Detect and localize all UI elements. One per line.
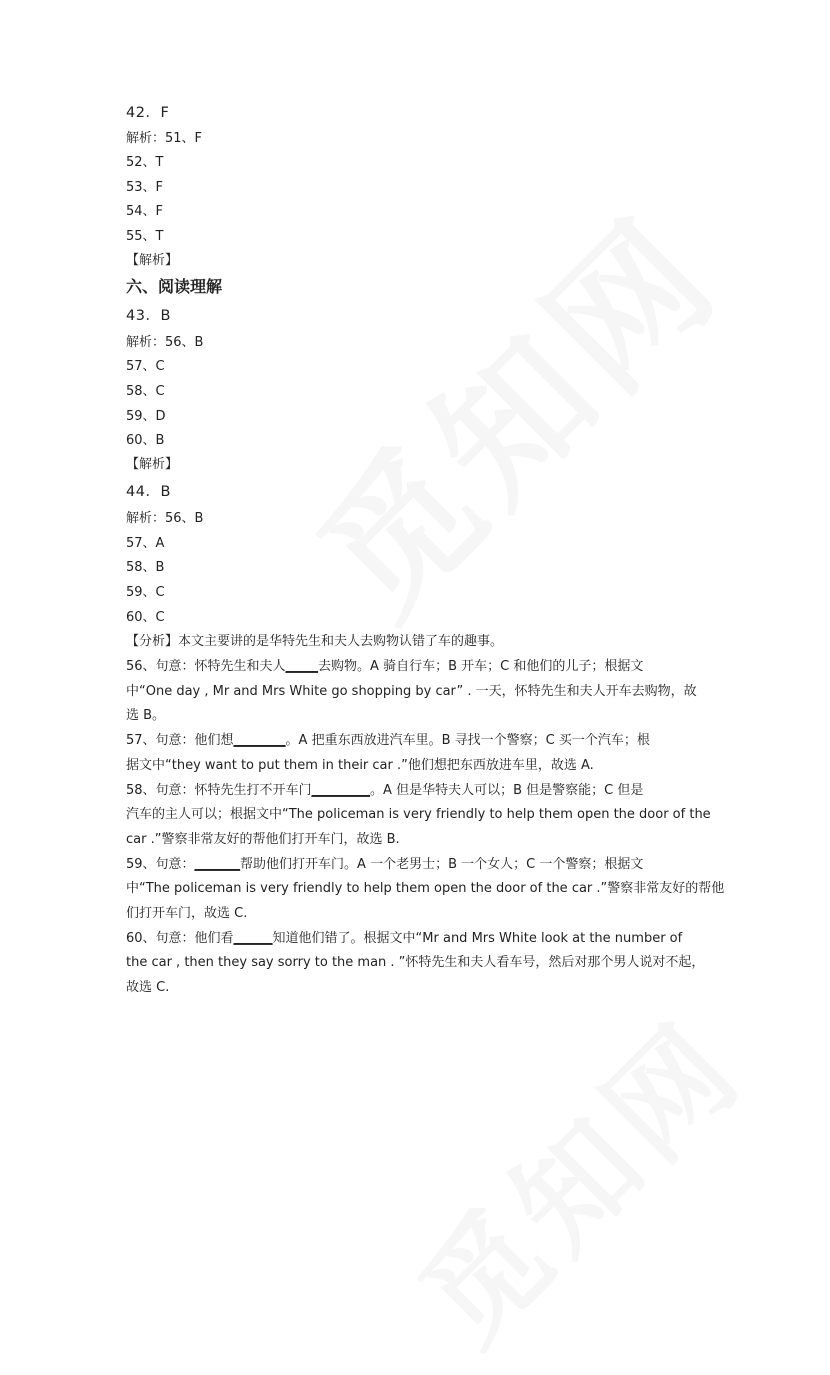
explanation-60-cont: 故选 C. — [126, 980, 170, 996]
explanation-56-cont: 选 B。 — [126, 708, 166, 724]
q42-line: 53、F — [126, 180, 164, 195]
watermark — [264, 162, 756, 654]
q43-line: 解析：56、B — [126, 335, 204, 350]
q44-line: 58、B — [126, 560, 165, 575]
explanation-57-cont: 据文中“they want to put them in their car .”他们想把东西放进车里，故选 A. — [126, 757, 594, 773]
answer-blank: _______ — [194, 856, 241, 872]
text: 。A 把重东西放进汽车里。B 寻找一个警察；C 买一个汽车；根 — [285, 733, 650, 749]
text: 56、句意：怀特先生和夫人 — [126, 659, 286, 674]
section-title: 六、阅读理解 — [126, 277, 223, 296]
q42-line: 54、F — [126, 204, 164, 219]
explanation-block — [126, 655, 725, 1001]
watermark-bottom — [376, 977, 773, 1374]
q43-line: 58、C — [126, 384, 165, 399]
q43-line: 57、C — [126, 359, 165, 374]
explanation-59-cont: 中“The policeman is very friendly to help them open the door of the car .”警察非常友好的帮他 — [126, 881, 725, 897]
q42-line: 解析：51、F — [126, 131, 203, 146]
explanation-58-cont: car .”警察非常友好的帮他们打开车门，故选 B. — [126, 831, 400, 847]
q42-heading: 42．F — [126, 105, 170, 121]
q43-line: 60、B — [126, 433, 165, 448]
q44-line: 57、A — [126, 536, 165, 551]
explanation-59 — [126, 853, 706, 878]
q42-line: 52、T — [126, 155, 164, 170]
q44-heading: 44．B — [126, 484, 171, 500]
explanation-58-cont: 汽车的主人可以；根据文中“The policeman is very friendly to help them open the door of the — [126, 807, 711, 823]
answer-blank: _________ — [311, 782, 371, 798]
explanation-59-cont: 们打开车门，故选 C. — [126, 906, 248, 922]
q42-line: 55、T — [126, 229, 164, 244]
text: 帮助他们打开车门。A 一个老男士；B 一个女人；C 一个警察；根据文 — [240, 856, 644, 872]
explanation-56-cont: 中“One day , Mr and Mrs White go shopping by car” . 一天，怀特先生和夫人开车去购物，故 — [126, 683, 697, 699]
explanation-58 — [126, 779, 706, 804]
q44-line: 60、C — [126, 610, 165, 625]
text: 58、句意：怀特先生打不开车门 — [126, 782, 312, 798]
explanation-60-cont: the car , then they say sorry to the man . ”怀特先生和夫人看车号，然后对那个男人说对不起， — [126, 955, 705, 971]
text: 知道他们错了。根据文中“Mr and Mrs White look at the number of — [272, 930, 683, 946]
explanation-56 — [126, 655, 706, 680]
q44-line: 解析：56、B — [126, 511, 204, 526]
text: 去购物。A 骑自行车；B 开车；C 和他们的儿子；根据文 — [318, 659, 644, 674]
q44-line: 59、C — [126, 585, 165, 600]
explanation-57 — [126, 729, 706, 754]
text: 。A 但是华特夫人可以；B 但是警察能；C 但是 — [370, 782, 644, 798]
answer-blank: ________ — [233, 733, 286, 749]
q43-heading: 43．B — [126, 308, 171, 324]
q44-analysis: 【分析】本文主要讲的是华特先生和夫人去购物认错了车的趣事。 — [126, 634, 504, 649]
q43-tag: 【解析】 — [126, 457, 179, 472]
answer-blank: _____ — [285, 659, 319, 674]
q43-line: 59、D — [126, 409, 166, 424]
text: 57、句意：他们想 — [126, 733, 234, 749]
q42-tag: 【解析】 — [126, 253, 179, 268]
text: 59、句意： — [126, 856, 195, 872]
text: 60、句意：他们看 — [126, 930, 234, 946]
answer-blank: ______ — [233, 930, 273, 946]
explanation-60 — [126, 927, 706, 952]
